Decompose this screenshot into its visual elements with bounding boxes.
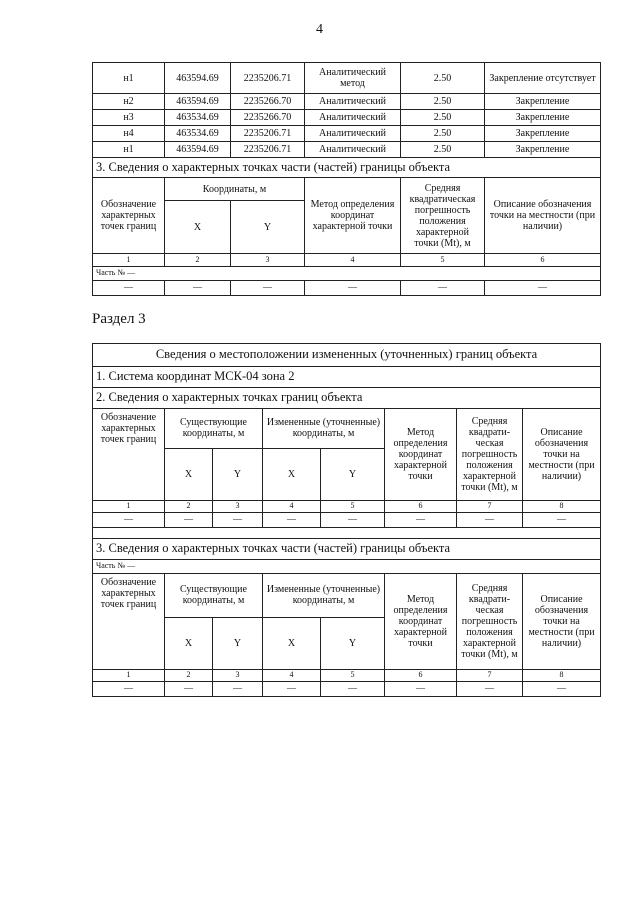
empty-cell: — (457, 513, 523, 528)
header-y: Y (321, 448, 385, 500)
column-number: 6 (385, 670, 457, 682)
point-x: 463594.69 (165, 142, 231, 158)
column-number: 2 (165, 670, 213, 682)
table-row (93, 281, 601, 296)
header-changed-coords: Измененные (уточненные) координаты, м (263, 409, 385, 449)
part-label: Часть № — (93, 560, 601, 574)
point-name: н3 (93, 110, 165, 126)
column-numbers-row (93, 254, 601, 267)
table-row (93, 682, 601, 697)
point-description: Закрепление (485, 142, 601, 158)
point-accuracy: 2.50 (401, 110, 485, 126)
point-y: 2235206.71 (231, 126, 305, 142)
empty-cell: — (385, 682, 457, 697)
point-method: Аналитический (305, 126, 401, 142)
table-title: Сведения о местоположении измененных (уточненных) границ объекта (93, 344, 601, 367)
column-numbers-row (93, 670, 601, 682)
empty-cell: — (231, 281, 305, 296)
point-method: Аналитический (305, 94, 401, 110)
point-accuracy: 2.50 (401, 126, 485, 142)
column-numbers-row (93, 501, 601, 513)
empty-cell: — (385, 513, 457, 528)
header-changed-coords: Измененные (уточненные) координаты, м (263, 574, 385, 618)
header-x: X (165, 201, 231, 254)
point-name: н2 (93, 94, 165, 110)
empty-cell: — (401, 281, 485, 296)
header-x: X (263, 448, 321, 500)
header-designation: Обозначение характерных точек границ (93, 409, 165, 501)
column-number: 1 (93, 670, 165, 682)
point-accuracy: 2.50 (401, 142, 485, 158)
table-row (93, 63, 601, 94)
column-number: 3 (213, 670, 263, 682)
empty-cell: — (457, 682, 523, 697)
empty-cell: — (523, 513, 601, 528)
empty-cell: — (213, 513, 263, 528)
header-x: X (165, 448, 213, 500)
column-number: 6 (485, 254, 601, 267)
point-y: 2235266.70 (231, 110, 305, 126)
point-method: Аналитический (305, 110, 401, 126)
column-number: 4 (305, 254, 401, 267)
header-description: Описание обозначения точки на местности (при наличии) (523, 409, 601, 501)
empty-cell: — (93, 513, 165, 528)
empty-cell: — (485, 281, 601, 296)
point-description: Закрепление (485, 110, 601, 126)
column-number: 8 (523, 501, 601, 513)
column-number: 7 (457, 670, 523, 682)
column-number: 2 (165, 501, 213, 513)
point-y: 2235206.71 (231, 142, 305, 158)
header-accuracy: Средняя квадрати-ческая погрешность положения характерной точки (Mt), м (457, 409, 523, 501)
column-number: 4 (263, 501, 321, 513)
section-heading: Раздел 3 (92, 311, 146, 327)
table-row (93, 94, 601, 110)
point-y: 2235266.70 (231, 94, 305, 110)
table-row (93, 110, 601, 126)
point-method: Аналитический метод (305, 63, 401, 94)
empty-cell: — (165, 281, 231, 296)
point-description: Закрепление (485, 94, 601, 110)
header-y: Y (321, 617, 385, 669)
empty-cell: — (93, 682, 165, 697)
point-method: Аналитический (305, 142, 401, 158)
coord-system: 1. Система координат МСК-04 зона 2 (93, 367, 601, 388)
column-number: 8 (523, 670, 601, 682)
empty-cell: — (321, 682, 385, 697)
header-y: Y (231, 201, 305, 254)
points-table-part (92, 62, 601, 296)
header-accuracy: Средняя квадратическая погрешность положения характерной точки (Mt), м (401, 178, 485, 254)
point-x: 463594.69 (165, 94, 231, 110)
column-number: 4 (263, 670, 321, 682)
column-number: 3 (231, 254, 305, 267)
header-coordinates: Координаты, м (165, 178, 305, 201)
section2-title: 2. Сведения о характерных точках границ объекта (93, 388, 601, 409)
column-number: 1 (93, 254, 165, 267)
point-name: н1 (93, 63, 165, 94)
empty-cell: — (523, 682, 601, 697)
point-accuracy: 2.50 (401, 63, 485, 94)
header-description: Описание обозначения точки на местности (при наличии) (485, 178, 601, 254)
column-number: 2 (165, 254, 231, 267)
section3-title: 3. Сведения о характерных точках части (частей) границы объекта (93, 539, 601, 560)
empty-cell: — (165, 513, 213, 528)
point-x: 463594.69 (165, 63, 231, 94)
header-accuracy: Средняя квадрати-ческая погрешность положения характерной точки (Mt), м (457, 574, 523, 670)
header-method: Метод определения координат характерной точки (305, 178, 401, 254)
point-name: н1 (93, 142, 165, 158)
empty-cell: — (213, 682, 263, 697)
column-number: 6 (385, 501, 457, 513)
header-existing-coords: Существующие координаты, м (165, 574, 263, 618)
header-existing-coords: Существующие координаты, м (165, 409, 263, 449)
point-x: 463534.69 (165, 126, 231, 142)
header-x: X (165, 617, 213, 669)
point-description: Закрепление (485, 126, 601, 142)
header-x: X (263, 617, 321, 669)
header-y: Y (213, 448, 263, 500)
empty-cell: — (305, 281, 401, 296)
table-row (93, 126, 601, 142)
table-row (93, 513, 601, 528)
header-description: Описание обозначения точки на местности (при наличии) (523, 574, 601, 670)
column-number: 5 (321, 670, 385, 682)
point-y: 2235206.71 (231, 63, 305, 94)
column-number: 5 (401, 254, 485, 267)
point-description: Закрепление отсутствует (485, 63, 601, 94)
empty-cell: — (93, 281, 165, 296)
header-designation: Обозначение характерных точек границ (93, 574, 165, 670)
header-designation: Обозначение характерных точек границ (93, 178, 165, 254)
page-number: 4 (316, 22, 323, 37)
point-x: 463534.69 (165, 110, 231, 126)
column-number: 3 (213, 501, 263, 513)
column-number: 7 (457, 501, 523, 513)
empty-cell: — (263, 513, 321, 528)
column-number: 5 (321, 501, 385, 513)
header-y: Y (213, 617, 263, 669)
empty-cell: — (263, 682, 321, 697)
point-name: н4 (93, 126, 165, 142)
point-accuracy: 2.50 (401, 94, 485, 110)
header-method: Метод определения координат характерной точки (385, 574, 457, 670)
column-number: 1 (93, 501, 165, 513)
empty-cell: — (165, 682, 213, 697)
empty-cell: — (321, 513, 385, 528)
table-row (93, 142, 601, 158)
part-label: Часть № — (93, 267, 601, 281)
header-method: Метод определения координат характерной точки (385, 409, 457, 501)
spacer (93, 528, 601, 539)
section3-title: 3. Сведения о характерных точках части (частей) границы объекта (93, 158, 601, 178)
changed-borders-table (92, 343, 601, 697)
